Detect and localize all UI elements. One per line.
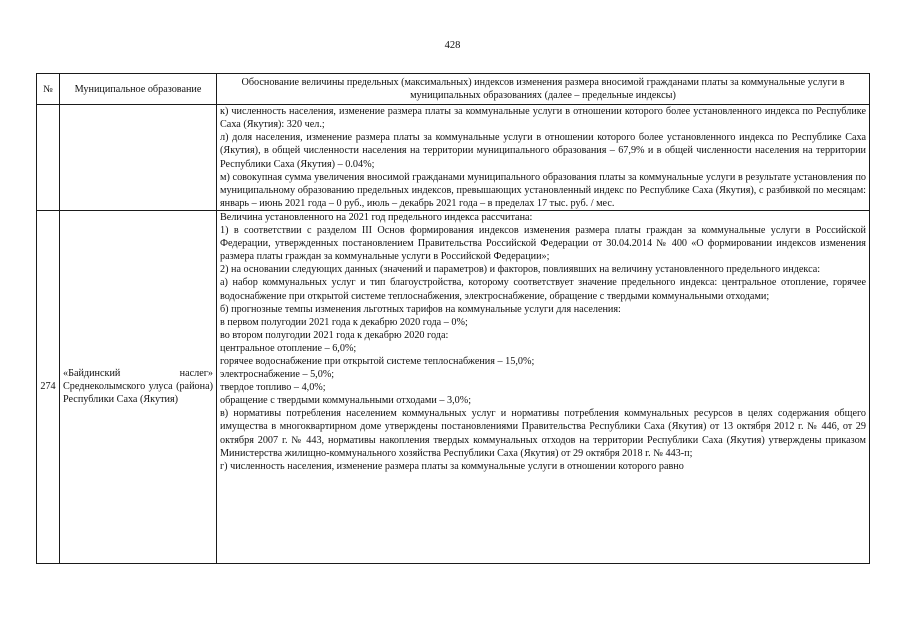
header-number: № <box>37 74 60 105</box>
paragraph: электроснабжение – 5,0%; <box>220 369 335 381</box>
paragraph: в) нормативы потребления населением коммунальных услуг и нормативы потребления коммунальных ресурсов в целях содержания общего имущества в многоквартирном доме утверждены постановлениями Правительства Республики Саха (Якутия) от 13 октября 2012 г. № 446, от 29 октября 2007 г. № 443, нормативы накопления твердых коммунальных отходов на территории Республики Саха (Якутия) утверждены приказом Министерства жилищно-коммунального хозяйства Республики Саха (Якутия) от 29 октября 2018 г. № 443-п; <box>220 408 866 459</box>
table-row <box>37 105 870 211</box>
paragraph: Величина установленного на 2021 год предельного индекса рассчитана: <box>220 211 533 223</box>
row-number <box>37 105 60 211</box>
paragraph: 2) на основании следующих данных (значений и параметров) и факторов, повлиявших на величину установленного предельного индекса: <box>220 264 821 276</box>
row-number: 274 <box>37 210 60 563</box>
paragraph: б) прогнозные темпы изменения льготных тарифов на коммунальные услуги для населения: <box>220 303 621 315</box>
row-municipality <box>60 105 217 211</box>
header-municipality: Муниципальное образование <box>60 74 217 105</box>
paragraph: в первом полугодии 2021 года к декабрю 2020 года – 0%; <box>220 316 468 328</box>
paragraph: центральное отопление – 6,0%; <box>220 342 357 354</box>
paragraph: л) доля населения, изменение размера платы за коммунальные услуги в отношении которого более установленного индекса по Республике Саха (Якутия), в общей численности населения на территории муниципального образования – 67,9% и в общей численности населения на территории Республики Саха (Якутия) – 0.04%; <box>220 132 866 170</box>
paragraph: твердое топливо – 4,0%; <box>220 382 326 394</box>
paragraph: г) численность населения, изменение размера платы за коммунальные услуги в отношении которого равно <box>220 460 684 472</box>
paragraph: м) совокупная сумма увеличения вносимой гражданами муниципального образования платы за коммунальные услуги в результате установления по муниципальному образованию предельных индексов, превышающих установленный индекс по Республике Саха (Якутия), с разбивкой по месяцам: январь – июнь 2021 года – 0 руб., июль – декабрь 2021 года – в пределах 17 тыс. руб. / мес. <box>220 171 866 209</box>
row-justification <box>217 105 870 211</box>
row-municipality: «Байдинский наслег» Среднеколымского улуса (района) Республики Саха (Якутия) <box>60 210 217 563</box>
paragraph: 1) в соответствии с разделом III Основ формирования индексов изменения размера платы граждан за коммунальные услуги в Российской Федерации, утвержденных постановлением Правительства Российской Федерации от 30.04.2014 № 400 «О формировании индексов изменения размера платы граждан за коммунальные услуги в Российской Федерации»; <box>220 225 866 263</box>
table-row <box>37 210 870 563</box>
paragraph: горячее водоснабжение при открытой системе теплоснабжения – 15,0%; <box>220 355 535 367</box>
paragraph: к) численность населения, изменение размера платы за коммунальные услуги в отношении которого более установленного индекса по Республике Саха (Якутия): 320 чел.; <box>220 106 866 131</box>
header-justification: Обоснование величины предельных (максимальных) индексов изменения размера вносимой гражданами платы за коммунальные услуги в муниципальных образованиях (далее – предельные индексы) <box>217 74 870 105</box>
paragraph: обращение с твердыми коммунальными отходами – 3,0%; <box>220 395 472 407</box>
paragraph: во втором полугодии 2021 года к декабрю 2020 года: <box>220 329 449 341</box>
page-number: 428 <box>444 40 461 51</box>
paragraph: а) набор коммунальных услуг и тип благоустройства, которому соответствует значение предельного индекса: центральное отопление, горячее водоснабжение при открытой системе теплоснабжения, электроснабжение, обращение с твердыми коммунальными отходами; <box>220 277 866 302</box>
row-justification <box>217 210 870 563</box>
table-header-row <box>37 74 870 105</box>
indices-table <box>36 73 870 564</box>
